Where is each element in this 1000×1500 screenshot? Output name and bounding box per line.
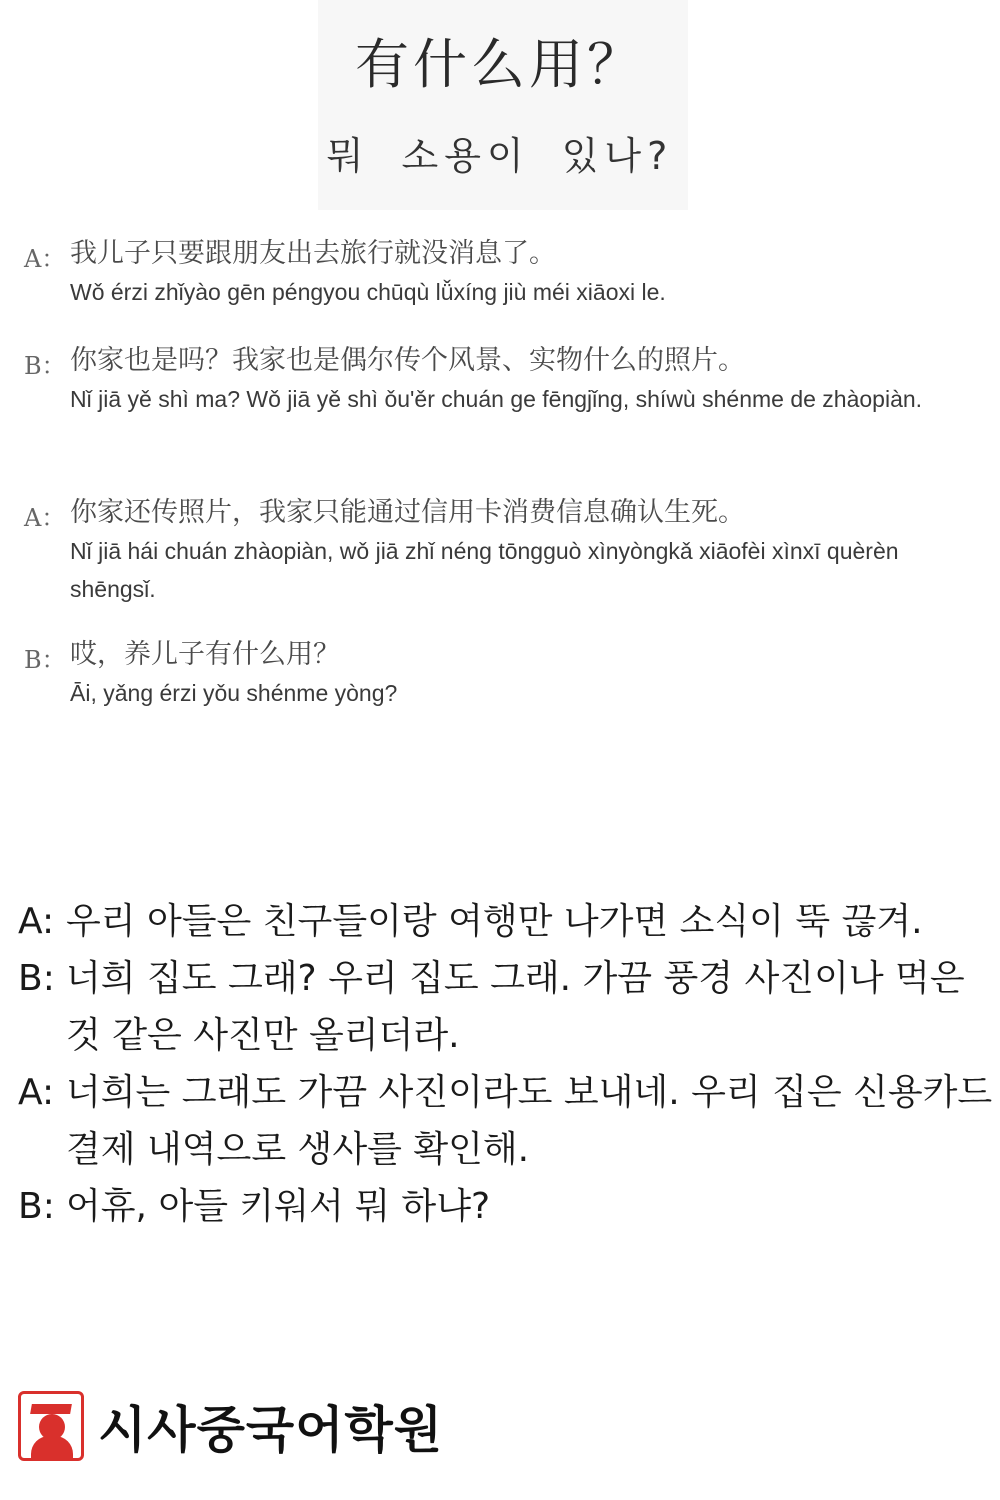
dialogue-turn-4 <box>24 636 974 712</box>
dialogue-turn-3 <box>24 494 974 608</box>
pinyin-line: Wǒ érzi zhǐyào gēn péngyou chūqù lǚxíng jiù méi xiāoxi le. <box>70 279 666 305</box>
pinyin-line: Nǐ jiā hái chuán zhàopiàn, wǒ jiā zhǐ néng tōngguò xìnyòngkǎ xiāofèi xìnxī quèrèn shēngsǐ. <box>70 538 899 602</box>
speaker-label: B： <box>24 352 66 380</box>
pinyin-line: Āi, yǎng érzi yǒu shénme yòng? <box>70 680 398 706</box>
page-title-chinese: 有什么用？ <box>355 33 645 96</box>
korean-line <box>18 893 993 950</box>
pinyin-line: Nǐ jiā yě shì ma? Wǒ jiā yě shì ǒu'ěr chuán ge fēngjǐng, shíwù shénme de zhàopiàn. <box>70 386 923 412</box>
speaker-label: B: <box>18 1186 55 1227</box>
chinese-line: 哎，养儿子有什么用？ <box>70 639 340 670</box>
speaker-label: A： <box>24 245 66 273</box>
korean-text: 어휴, 아들 키워서 뭐 하냐? <box>66 1186 491 1227</box>
chinese-line: 我儿子只要跟朋友出去旅行就没消息了。 <box>70 238 556 269</box>
korean-line <box>18 950 993 1064</box>
korean-text: 우리 아들은 친구들이랑 여행만 나가면 소식이 뚝 끊겨. <box>66 901 923 942</box>
korean-line <box>18 1064 993 1178</box>
korean-line <box>18 1178 993 1235</box>
graduate-icon <box>18 1391 84 1461</box>
korean-text: 너희 집도 그래? 우리 집도 그래. 가끔 풍경 사진이나 먹은 것 같은 사진만 올리더라. <box>66 958 965 1056</box>
chinese-line: 你家也是吗？我家也是偶尔传个风景、实物什么的照片。 <box>70 345 745 376</box>
chinese-line: 你家还传照片，我家只能通过信用卡消费信息确认生死。 <box>70 497 745 528</box>
speaker-label: A: <box>18 1072 55 1113</box>
dialogue-turn-2 <box>24 342 974 418</box>
page-title-korean: 뭐 소용이 있나? <box>326 134 674 178</box>
korean-text: 너희는 그래도 가끔 사진이라도 보내네. 우리 집은 신용카드 결제 내역으로 생사를 확인해. <box>66 1072 993 1170</box>
korean-translation <box>18 893 993 1235</box>
speaker-label: B: <box>18 958 55 999</box>
dialogue-turn-1 <box>24 235 974 311</box>
academy-name: 시사중국어학원 <box>98 1401 444 1459</box>
academy-logo <box>18 1386 443 1466</box>
speaker-label: B： <box>24 646 66 674</box>
speaker-label: A: <box>18 901 55 942</box>
speaker-label: A： <box>24 504 66 532</box>
